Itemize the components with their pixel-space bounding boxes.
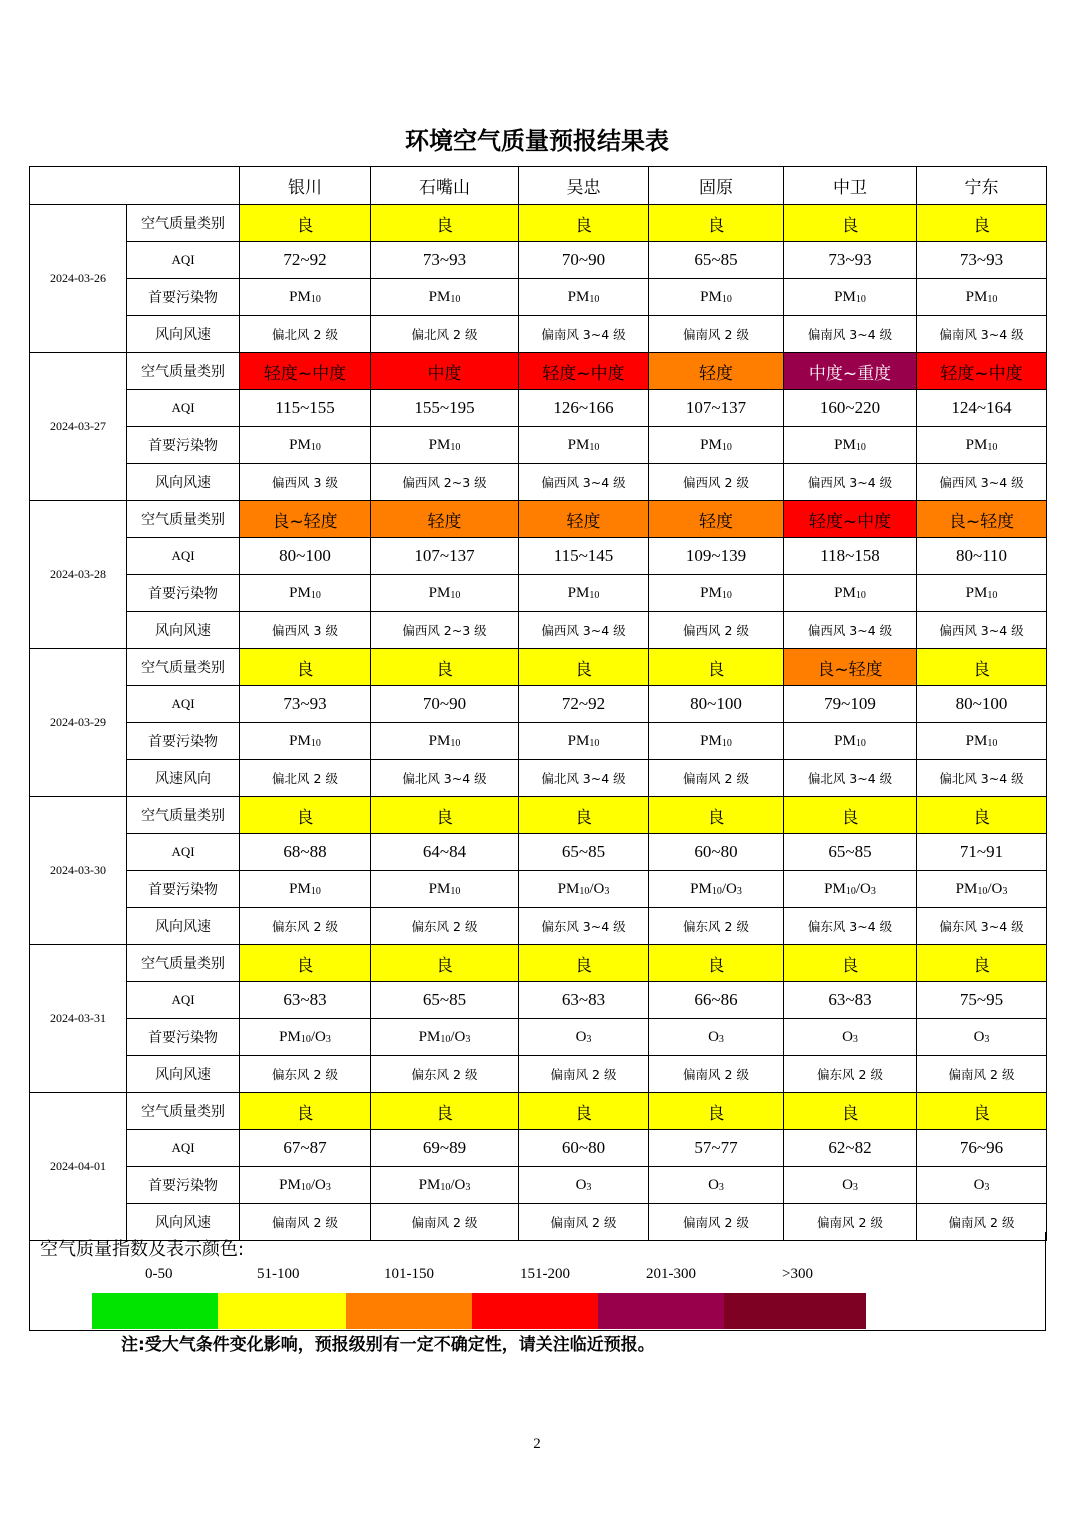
pollutant-cell: $PM_{10}/O_3$ bbox=[371, 1019, 519, 1056]
aqi-row bbox=[30, 1130, 1047, 1167]
wind-cell: 偏南风 2 级 bbox=[371, 1204, 519, 1241]
city-header: 中卫 bbox=[784, 167, 917, 205]
aqi-cell: 60~80 bbox=[649, 834, 784, 871]
category-cell: 良 bbox=[240, 649, 371, 686]
aqi-cell: 118~158 bbox=[784, 538, 917, 575]
pollutant-row bbox=[30, 723, 1047, 760]
aqi-cell: 126~166 bbox=[519, 390, 649, 427]
aqi-cell: 63~83 bbox=[519, 982, 649, 1019]
aqi-row bbox=[30, 390, 1047, 427]
category-cell: 良~轻度 bbox=[784, 649, 917, 686]
aqi-label: AQI bbox=[127, 982, 240, 1019]
pollutant-row bbox=[30, 279, 1047, 316]
category-cell: 良 bbox=[649, 1093, 784, 1130]
pollutant-cell: $PM_{10}$ bbox=[371, 871, 519, 908]
date-cell: 2024-03-30 bbox=[30, 797, 127, 945]
forecast-table bbox=[29, 166, 1047, 1241]
pollutant-cell: $O_3$ bbox=[917, 1167, 1047, 1204]
category-label: 空气质量类别 bbox=[127, 649, 240, 686]
category-cell: 良 bbox=[917, 205, 1047, 242]
aqi-label: AQI bbox=[127, 834, 240, 871]
wind-row bbox=[30, 908, 1047, 945]
aqi-cell: 64~84 bbox=[371, 834, 519, 871]
pollutant-cell: $PM_{10}$ bbox=[649, 723, 784, 760]
pollutant-row bbox=[30, 871, 1047, 908]
legend-range-label: 201-300 bbox=[646, 1266, 696, 1282]
aqi-cell: 66~86 bbox=[649, 982, 784, 1019]
aqi-cell: 80~110 bbox=[917, 538, 1047, 575]
legend-title: 空气质量指数及表示颜色: bbox=[40, 1239, 245, 1260]
category-cell: 中度 bbox=[371, 353, 519, 390]
pollutant-cell: $PM_{10}$ bbox=[371, 427, 519, 464]
legend-swatch-151-200 bbox=[472, 1293, 598, 1329]
pollutant-cell: $PM_{10}/O_3$ bbox=[240, 1167, 371, 1204]
wind-cell: 偏东风 2 级 bbox=[240, 1056, 371, 1093]
aqi-label: AQI bbox=[127, 686, 240, 723]
aqi-row bbox=[30, 834, 1047, 871]
aqi-label: AQI bbox=[127, 1130, 240, 1167]
legend-swatch-101-150 bbox=[346, 1293, 472, 1329]
wind-cell: 偏西风 2~3 级 bbox=[371, 464, 519, 501]
city-header: 吴忠 bbox=[519, 167, 649, 205]
category-row bbox=[30, 353, 1047, 390]
pollutant-cell: $PM_{10}/O_3$ bbox=[784, 871, 917, 908]
wind-cell: 偏东风 2 级 bbox=[649, 908, 784, 945]
pollutant-row bbox=[30, 1019, 1047, 1056]
wind-label: 风向风速 bbox=[127, 612, 240, 649]
pollutant-cell: $PM_{10}$ bbox=[784, 723, 917, 760]
pollutant-cell: $PM_{10}$ bbox=[371, 723, 519, 760]
wind-cell: 偏北风 3~4 级 bbox=[519, 760, 649, 797]
wind-row bbox=[30, 760, 1047, 797]
page-number: 2 bbox=[533, 1436, 541, 1452]
category-cell: 良 bbox=[371, 205, 519, 242]
aqi-label: AQI bbox=[127, 538, 240, 575]
aqi-cell: 60~80 bbox=[519, 1130, 649, 1167]
wind-cell: 偏南风 2 级 bbox=[917, 1056, 1047, 1093]
pollutant-cell: $PM_{10}$ bbox=[917, 723, 1047, 760]
pollutant-row bbox=[30, 1167, 1047, 1204]
pollutant-cell: $PM_{10}$ bbox=[519, 427, 649, 464]
category-cell: 良 bbox=[519, 945, 649, 982]
aqi-cell: 67~87 bbox=[240, 1130, 371, 1167]
pollutant-cell: $PM_{10}$ bbox=[649, 427, 784, 464]
wind-cell: 偏南风 2 级 bbox=[917, 1204, 1047, 1241]
wind-label: 风向风速 bbox=[127, 1204, 240, 1241]
aqi-cell: 80~100 bbox=[240, 538, 371, 575]
wind-cell: 偏北风 2 级 bbox=[240, 316, 371, 353]
category-label: 空气质量类别 bbox=[127, 945, 240, 982]
category-cell: 良 bbox=[519, 1093, 649, 1130]
aqi-cell: 75~95 bbox=[917, 982, 1047, 1019]
wind-cell: 偏南风 2 级 bbox=[519, 1056, 649, 1093]
city-header: 石嘴山 bbox=[371, 167, 519, 205]
date-cell: 2024-03-27 bbox=[30, 353, 127, 501]
pollutant-cell: $PM_{10}/O_3$ bbox=[917, 871, 1047, 908]
wind-cell: 偏东风 2 级 bbox=[371, 1056, 519, 1093]
wind-cell: 偏东风 3~4 级 bbox=[519, 908, 649, 945]
category-cell: 良 bbox=[784, 945, 917, 982]
wind-cell: 偏南风 2 级 bbox=[240, 1204, 371, 1241]
wind-cell: 偏西风 3~4 级 bbox=[784, 464, 917, 501]
aqi-cell: 57~77 bbox=[649, 1130, 784, 1167]
pollutant-cell: $PM_{10}$ bbox=[784, 427, 917, 464]
pollutant-cell: $PM_{10}$ bbox=[784, 279, 917, 316]
legend-range-label: 51-100 bbox=[257, 1266, 300, 1282]
wind-cell: 偏南风 2 级 bbox=[649, 1056, 784, 1093]
wind-cell: 偏西风 3~4 级 bbox=[784, 612, 917, 649]
category-cell: 轻度~中度 bbox=[784, 501, 917, 538]
wind-cell: 偏南风 3~4 级 bbox=[784, 316, 917, 353]
pollutant-label: 首要污染物 bbox=[127, 1167, 240, 1204]
aqi-row bbox=[30, 982, 1047, 1019]
aqi-cell: 65~85 bbox=[649, 242, 784, 279]
pollutant-cell: $PM_{10}$ bbox=[917, 279, 1047, 316]
category-label: 空气质量类别 bbox=[127, 1093, 240, 1130]
pollutant-label: 首要污染物 bbox=[127, 1019, 240, 1056]
category-cell: 良~轻度 bbox=[240, 501, 371, 538]
city-header: 银川 bbox=[240, 167, 371, 205]
pollutant-cell: $O_3$ bbox=[784, 1019, 917, 1056]
category-label: 空气质量类别 bbox=[127, 797, 240, 834]
wind-cell: 偏西风 3~4 级 bbox=[917, 612, 1047, 649]
wind-cell: 偏西风 3 级 bbox=[240, 464, 371, 501]
wind-cell: 偏西风 2~3 级 bbox=[371, 612, 519, 649]
legend-range-label: 151-200 bbox=[520, 1266, 570, 1282]
wind-cell: 偏北风 2 级 bbox=[240, 760, 371, 797]
wind-cell: 偏东风 3~4 级 bbox=[917, 908, 1047, 945]
aqi-cell: 65~85 bbox=[784, 834, 917, 871]
wind-cell: 偏南风 2 级 bbox=[649, 1204, 784, 1241]
category-cell: 良 bbox=[519, 649, 649, 686]
date-cell: 2024-03-28 bbox=[30, 501, 127, 649]
category-row bbox=[30, 501, 1047, 538]
legend-swatch-0-50 bbox=[92, 1293, 218, 1329]
pollutant-row bbox=[30, 575, 1047, 612]
pollutant-cell: $PM_{10}/O_3$ bbox=[519, 871, 649, 908]
legend-range-label: 101-150 bbox=[384, 1266, 434, 1282]
wind-label: 风向风速 bbox=[127, 1056, 240, 1093]
pollutant-cell: $PM_{10}$ bbox=[371, 279, 519, 316]
wind-cell: 偏北风 3~4 级 bbox=[784, 760, 917, 797]
category-row bbox=[30, 1093, 1047, 1130]
category-cell: 良 bbox=[649, 945, 784, 982]
aqi-cell: 160~220 bbox=[784, 390, 917, 427]
aqi-row bbox=[30, 538, 1047, 575]
aqi-cell: 107~137 bbox=[649, 390, 784, 427]
legend-swatch-201-300 bbox=[598, 1293, 724, 1329]
wind-row bbox=[30, 464, 1047, 501]
pollutant-cell: $PM_{10}$ bbox=[649, 279, 784, 316]
aqi-cell: 80~100 bbox=[649, 686, 784, 723]
category-cell: 良 bbox=[917, 1093, 1047, 1130]
wind-row bbox=[30, 1056, 1047, 1093]
pollutant-cell: $PM_{10}$ bbox=[240, 723, 371, 760]
aqi-cell: 65~85 bbox=[371, 982, 519, 1019]
aqi-cell: 72~92 bbox=[519, 686, 649, 723]
category-cell: 轻度 bbox=[371, 501, 519, 538]
category-row bbox=[30, 797, 1047, 834]
aqi-cell: 155~195 bbox=[371, 390, 519, 427]
category-label: 空气质量类别 bbox=[127, 205, 240, 242]
category-cell: 良 bbox=[240, 945, 371, 982]
category-cell: 良 bbox=[240, 797, 371, 834]
aqi-row bbox=[30, 242, 1047, 279]
date-cell: 2024-03-29 bbox=[30, 649, 127, 797]
pollutant-cell: $PM_{10}/O_3$ bbox=[240, 1019, 371, 1056]
forecast-note: 注:受大气条件变化影响，预报级别有一定不确定性，请关注临近预报。 bbox=[121, 1335, 655, 1355]
category-label: 空气质量类别 bbox=[127, 501, 240, 538]
pollutant-cell: $PM_{10}$ bbox=[519, 723, 649, 760]
wind-row bbox=[30, 612, 1047, 649]
pollutant-cell: $PM_{10}/O_3$ bbox=[649, 871, 784, 908]
city-header: 宁东 bbox=[917, 167, 1047, 205]
category-cell: 良~轻度 bbox=[917, 501, 1047, 538]
wind-label: 风速风向 bbox=[127, 760, 240, 797]
legend-range-label: >300 bbox=[782, 1266, 813, 1282]
pollutant-cell: $PM_{10}$ bbox=[917, 575, 1047, 612]
date-cell: 2024-04-01 bbox=[30, 1093, 127, 1241]
pollutant-cell: $PM_{10}$ bbox=[240, 427, 371, 464]
category-cell: 轻度 bbox=[649, 353, 784, 390]
header-blank-cell bbox=[30, 167, 240, 205]
pollutant-cell: $O_3$ bbox=[784, 1167, 917, 1204]
aqi-cell: 115~145 bbox=[519, 538, 649, 575]
category-cell: 良 bbox=[519, 797, 649, 834]
aqi-cell: 109~139 bbox=[649, 538, 784, 575]
category-cell: 良 bbox=[784, 1093, 917, 1130]
aqi-cell: 73~93 bbox=[240, 686, 371, 723]
wind-label: 风向风速 bbox=[127, 908, 240, 945]
pollutant-cell: $PM_{10}$ bbox=[240, 871, 371, 908]
category-cell: 轻度~中度 bbox=[240, 353, 371, 390]
pollutant-cell: $PM_{10}$ bbox=[240, 279, 371, 316]
category-cell: 良 bbox=[917, 797, 1047, 834]
category-cell: 轻度~中度 bbox=[917, 353, 1047, 390]
page-title: 环境空气质量预报结果表 bbox=[405, 127, 669, 155]
aqi-cell: 107~137 bbox=[371, 538, 519, 575]
aqi-cell: 71~91 bbox=[917, 834, 1047, 871]
aqi-cell: 73~93 bbox=[371, 242, 519, 279]
category-row bbox=[30, 945, 1047, 982]
aqi-cell: 63~83 bbox=[240, 982, 371, 1019]
category-cell: 良 bbox=[649, 205, 784, 242]
aqi-cell: 70~90 bbox=[371, 686, 519, 723]
aqi-cell: 65~85 bbox=[519, 834, 649, 871]
legend-swatch-51-100 bbox=[218, 1293, 346, 1329]
aqi-cell: 80~100 bbox=[917, 686, 1047, 723]
wind-cell: 偏东风 2 级 bbox=[784, 1056, 917, 1093]
wind-cell: 偏南风 3~4 级 bbox=[519, 316, 649, 353]
pollutant-row bbox=[30, 427, 1047, 464]
pollutant-label: 首要污染物 bbox=[127, 871, 240, 908]
aqi-cell: 62~82 bbox=[784, 1130, 917, 1167]
category-cell: 良 bbox=[649, 797, 784, 834]
category-cell: 良 bbox=[371, 1093, 519, 1130]
aqi-cell: 76~96 bbox=[917, 1130, 1047, 1167]
wind-cell: 偏南风 3~4 级 bbox=[917, 316, 1047, 353]
aqi-cell: 72~92 bbox=[240, 242, 371, 279]
aqi-cell: 70~90 bbox=[519, 242, 649, 279]
aqi-cell: 68~88 bbox=[240, 834, 371, 871]
category-cell: 中度~重度 bbox=[784, 353, 917, 390]
pollutant-cell: $PM_{10}$ bbox=[371, 575, 519, 612]
pollutant-cell: $O_3$ bbox=[519, 1167, 649, 1204]
wind-cell: 偏北风 3~4 级 bbox=[917, 760, 1047, 797]
category-cell: 良 bbox=[649, 649, 784, 686]
aqi-label: AQI bbox=[127, 390, 240, 427]
aqi-cell: 124~164 bbox=[917, 390, 1047, 427]
pollutant-cell: $PM_{10}$ bbox=[649, 575, 784, 612]
pollutant-cell: $PM_{10}$ bbox=[519, 279, 649, 316]
category-label: 空气质量类别 bbox=[127, 353, 240, 390]
category-cell: 良 bbox=[240, 205, 371, 242]
aqi-cell: 69~89 bbox=[371, 1130, 519, 1167]
pollutant-cell: $PM_{10}/O_3$ bbox=[371, 1167, 519, 1204]
pollutant-cell: $O_3$ bbox=[649, 1167, 784, 1204]
aqi-cell: 73~93 bbox=[784, 242, 917, 279]
category-cell: 良 bbox=[917, 945, 1047, 982]
pollutant-cell: $O_3$ bbox=[519, 1019, 649, 1056]
pollutant-cell: $PM_{10}$ bbox=[240, 575, 371, 612]
header-row bbox=[30, 167, 1047, 205]
pollutant-cell: $O_3$ bbox=[917, 1019, 1047, 1056]
wind-cell: 偏西风 2 级 bbox=[649, 464, 784, 501]
category-cell: 良 bbox=[240, 1093, 371, 1130]
category-cell: 轻度~中度 bbox=[519, 353, 649, 390]
wind-cell: 偏东风 2 级 bbox=[240, 908, 371, 945]
legend-range-label: 0-50 bbox=[145, 1266, 173, 1282]
wind-cell: 偏北风 2 级 bbox=[371, 316, 519, 353]
pollutant-cell: $O_3$ bbox=[649, 1019, 784, 1056]
category-cell: 良 bbox=[784, 797, 917, 834]
category-row bbox=[30, 649, 1047, 686]
wind-cell: 偏西风 2 级 bbox=[649, 612, 784, 649]
wind-cell: 偏南风 2 级 bbox=[649, 316, 784, 353]
wind-cell: 偏南风 2 级 bbox=[649, 760, 784, 797]
city-header: 固原 bbox=[649, 167, 784, 205]
pollutant-label: 首要污染物 bbox=[127, 575, 240, 612]
pollutant-label: 首要污染物 bbox=[127, 279, 240, 316]
aqi-cell: 115~155 bbox=[240, 390, 371, 427]
wind-cell: 偏西风 3~4 级 bbox=[519, 612, 649, 649]
wind-cell: 偏南风 2 级 bbox=[784, 1204, 917, 1241]
wind-cell: 偏南风 2 级 bbox=[519, 1204, 649, 1241]
wind-label: 风向风速 bbox=[127, 316, 240, 353]
category-cell: 良 bbox=[371, 797, 519, 834]
wind-cell: 偏西风 3~4 级 bbox=[917, 464, 1047, 501]
date-cell: 2024-03-31 bbox=[30, 945, 127, 1093]
aqi-cell: 73~93 bbox=[917, 242, 1047, 279]
wind-cell: 偏西风 3 级 bbox=[240, 612, 371, 649]
date-cell: 2024-03-26 bbox=[30, 205, 127, 353]
aqi-cell: 63~83 bbox=[784, 982, 917, 1019]
pollutant-label: 首要污染物 bbox=[127, 723, 240, 760]
category-cell: 良 bbox=[519, 205, 649, 242]
pollutant-cell: $PM_{10}$ bbox=[519, 575, 649, 612]
category-cell: 良 bbox=[371, 945, 519, 982]
aqi-row bbox=[30, 686, 1047, 723]
wind-row bbox=[30, 316, 1047, 353]
category-row bbox=[30, 205, 1047, 242]
category-cell: 轻度 bbox=[519, 501, 649, 538]
category-cell: 良 bbox=[784, 205, 917, 242]
wind-cell: 偏东风 3~4 级 bbox=[784, 908, 917, 945]
pollutant-label: 首要污染物 bbox=[127, 427, 240, 464]
aqi-label: AQI bbox=[127, 242, 240, 279]
pollutant-cell: $PM_{10}$ bbox=[784, 575, 917, 612]
legend-swatch-over-300 bbox=[724, 1293, 866, 1329]
aqi-color-legend bbox=[29, 1232, 1046, 1331]
category-cell: 良 bbox=[371, 649, 519, 686]
category-cell: 良 bbox=[917, 649, 1047, 686]
pollutant-cell: $PM_{10}$ bbox=[917, 427, 1047, 464]
wind-cell: 偏西风 3~4 级 bbox=[519, 464, 649, 501]
wind-cell: 偏东风 2 级 bbox=[371, 908, 519, 945]
category-cell: 轻度 bbox=[649, 501, 784, 538]
aqi-cell: 79~109 bbox=[784, 686, 917, 723]
wind-cell: 偏北风 3~4 级 bbox=[371, 760, 519, 797]
wind-label: 风向风速 bbox=[127, 464, 240, 501]
